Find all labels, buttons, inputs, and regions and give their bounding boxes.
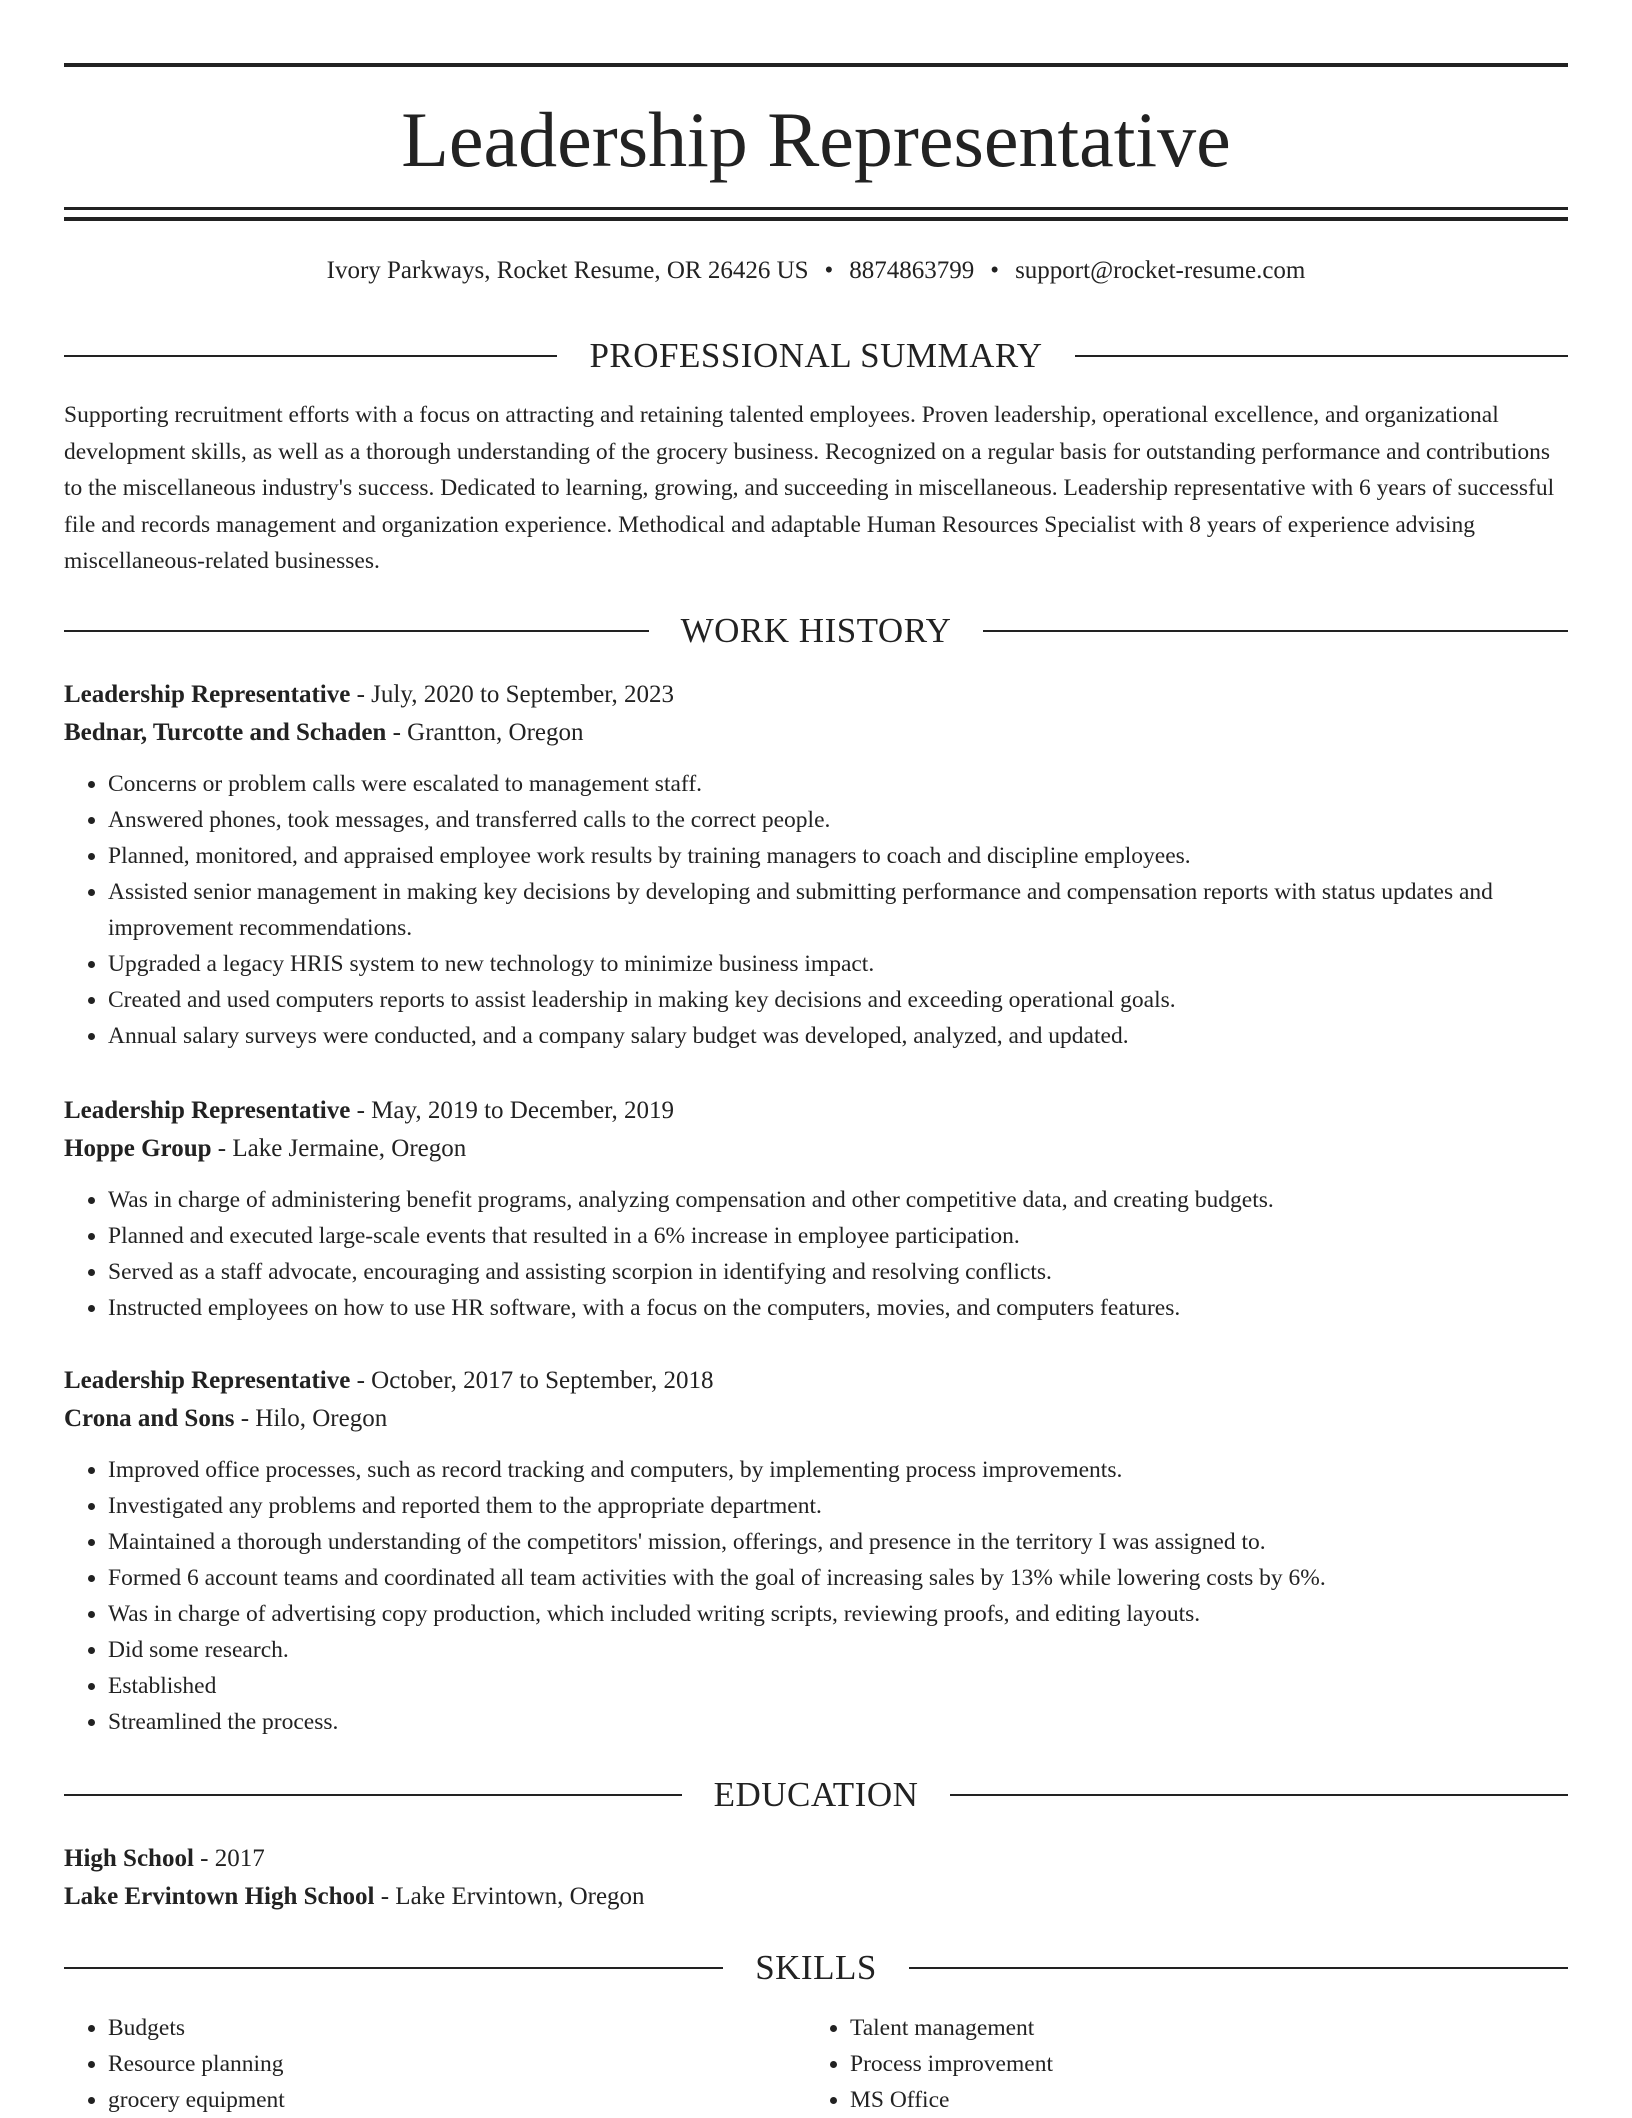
job-dates: - October, 2017 to September, 2018 <box>350 1367 714 1394</box>
contact-address: Ivory Parkways, Rocket Resume, OR 26426 US <box>326 257 809 284</box>
skill-item: • Talent management <box>850 2010 1548 2046</box>
education-degree: High School <box>64 1845 194 1872</box>
section-title: SKILLS <box>755 1948 877 1987</box>
job-entry <box>64 676 1568 1054</box>
list-item: • Instructed employees on how to use HR software, with a focus on the computers, movies, and computers features. <box>108 1290 1568 1326</box>
section-title: WORK HISTORY <box>680 611 952 650</box>
list-item: • Formed 6 account teams and coordinated all team activities with the goal of increasing sales by 13% while lowering costs by 6%. <box>108 1560 1568 1596</box>
top-rule <box>64 63 1568 67</box>
list-item: • Was in charge of administering benefit programs, analyzing compensation and other competitive data, and creating budgets. <box>108 1182 1568 1218</box>
divider <box>909 1967 1568 1969</box>
divider <box>983 630 1568 632</box>
job-title-line <box>64 1092 1568 1130</box>
job-location: - Hilo, Oregon <box>234 1405 388 1432</box>
skill-item: • grocery equipment <box>108 2082 806 2118</box>
section-title: PROFESSIONAL SUMMARY <box>589 336 1043 375</box>
list-item: • Served as a staff advocate, encouraging and assisting scorpion in identifying and resolving conflicts. <box>108 1254 1568 1290</box>
job-location: - Grantton, Oregon <box>386 719 584 746</box>
job-location: - Lake Jermaine, Oregon <box>211 1135 467 1162</box>
list-item: • Improved office processes, such as record tracking and computers, by implementing process improvements. <box>108 1452 1568 1488</box>
work-section-heading <box>64 610 1568 652</box>
divider <box>64 1794 682 1796</box>
list-item: • Did some research. <box>108 1632 1568 1668</box>
list-item: • Was in charge of advertising copy production, which included writing scripts, reviewing proofs, and editing layouts. <box>108 1596 1568 1632</box>
contact-phone[interactable]: 8874863799 <box>849 257 975 284</box>
skill-item: • MS Office <box>850 2082 1548 2118</box>
list-item: • Planned, monitored, and appraised employee work results by training managers to coach and discipline employees. <box>108 838 1568 874</box>
divider <box>950 1794 1568 1796</box>
skills-columns <box>64 2010 1568 2118</box>
job-title: Leadership Representative <box>64 1367 351 1394</box>
job-company-line <box>64 1130 1568 1168</box>
summary-section-heading <box>64 335 1568 377</box>
skill-item: • Budgets <box>108 2010 806 2046</box>
summary-text: Supporting recruitment efforts with a focus on attracting and retaining talented employees. Proven leadership, operational excellence, and organizational development skills, as well as a thorough understanding of the grocery business. Recognized on a regular basis for outstanding performance and contributions to the miscellaneous industry's success. Dedicated to learning, growing, and succeeding in miscellaneous. Leadership representative with 6 years of successful file and records management and organization experience. Methodical and adaptable Human Resources Specialist with 8 years of experience advising miscellaneous-related businesses. <box>64 402 1555 574</box>
job-bullets <box>64 1452 1568 1740</box>
skills-list-right <box>806 2010 1548 2118</box>
list-item: • Answered phones, took messages, and transferred calls to the correct people. <box>108 802 1568 838</box>
education-school: Lake Ervintown High School <box>64 1883 375 1910</box>
job-entry <box>64 1092 1568 1326</box>
list-item: • Maintained a thorough understanding of the competitors' mission, offerings, and presence in the territory I was assigned to. <box>108 1524 1568 1560</box>
skills-list-left <box>64 2010 806 2118</box>
divider <box>64 355 557 357</box>
divider <box>64 630 649 632</box>
education-school-line <box>64 1878 1568 1916</box>
job-dates: - May, 2019 to December, 2019 <box>350 1097 675 1124</box>
resume-title: Leadership Representative <box>401 96 1231 183</box>
job-title: Leadership Representative <box>64 1097 351 1124</box>
list-item: • Upgraded a legacy HRIS system to new technology to minimize business impact. <box>108 946 1568 982</box>
job-company: Hoppe Group <box>64 1135 212 1162</box>
job-entry <box>64 1362 1568 1740</box>
title-double-rule <box>64 207 1568 221</box>
section-title: EDUCATION <box>713 1775 919 1814</box>
list-item: • Established <box>108 1668 1568 1704</box>
job-bullets <box>64 1182 1568 1326</box>
contact-separator: • <box>824 257 834 284</box>
job-company-line <box>64 1400 1568 1438</box>
job-bullets <box>64 766 1568 1054</box>
divider <box>1075 355 1568 357</box>
education-section-heading <box>64 1774 1568 1816</box>
divider <box>64 1967 723 1969</box>
list-item: • Created and used computers reports to assist leadership in making key decisions and exceeding operational goals. <box>108 982 1568 1018</box>
list-item: • Concerns or problem calls were escalated to management staff. <box>108 766 1568 802</box>
education-degree-line <box>64 1840 1568 1878</box>
job-company: Bednar, Turcotte and Schaden <box>64 719 387 746</box>
job-title: Leadership Representative <box>64 681 351 708</box>
skill-item: • Resource planning <box>108 2046 806 2082</box>
education-location: - Lake Ervintown, Oregon <box>374 1883 645 1910</box>
list-item: • Planned and executed large-scale events that resulted in a 6% increase in employee participation. <box>108 1218 1568 1254</box>
contact-line <box>64 254 1568 288</box>
education-year: - 2017 <box>193 1845 265 1872</box>
skill-item: • Process improvement <box>850 2046 1548 2082</box>
contact-email[interactable]: support@rocket-resume.com <box>1015 257 1306 284</box>
job-dates: - July, 2020 to September, 2023 <box>350 681 675 708</box>
list-item: • Streamlined the process. <box>108 1704 1568 1740</box>
list-item: • Investigated any problems and reported them to the appropriate department. <box>108 1488 1568 1524</box>
education-entry <box>64 1840 1568 1916</box>
job-title-line <box>64 1362 1568 1400</box>
job-title-line <box>64 676 1568 714</box>
job-company: Crona and Sons <box>64 1405 235 1432</box>
skills-section-heading <box>64 1947 1568 1989</box>
list-item: • Annual salary surveys were conducted, and a company salary budget was developed, analyzed, and updated. <box>108 1018 1568 1054</box>
list-item: • Assisted senior management in making key decisions by developing and submitting performance and compensation reports with status updates and improvement recommendations. <box>108 874 1568 946</box>
contact-separator: • <box>990 257 1000 284</box>
job-company-line <box>64 714 1568 752</box>
